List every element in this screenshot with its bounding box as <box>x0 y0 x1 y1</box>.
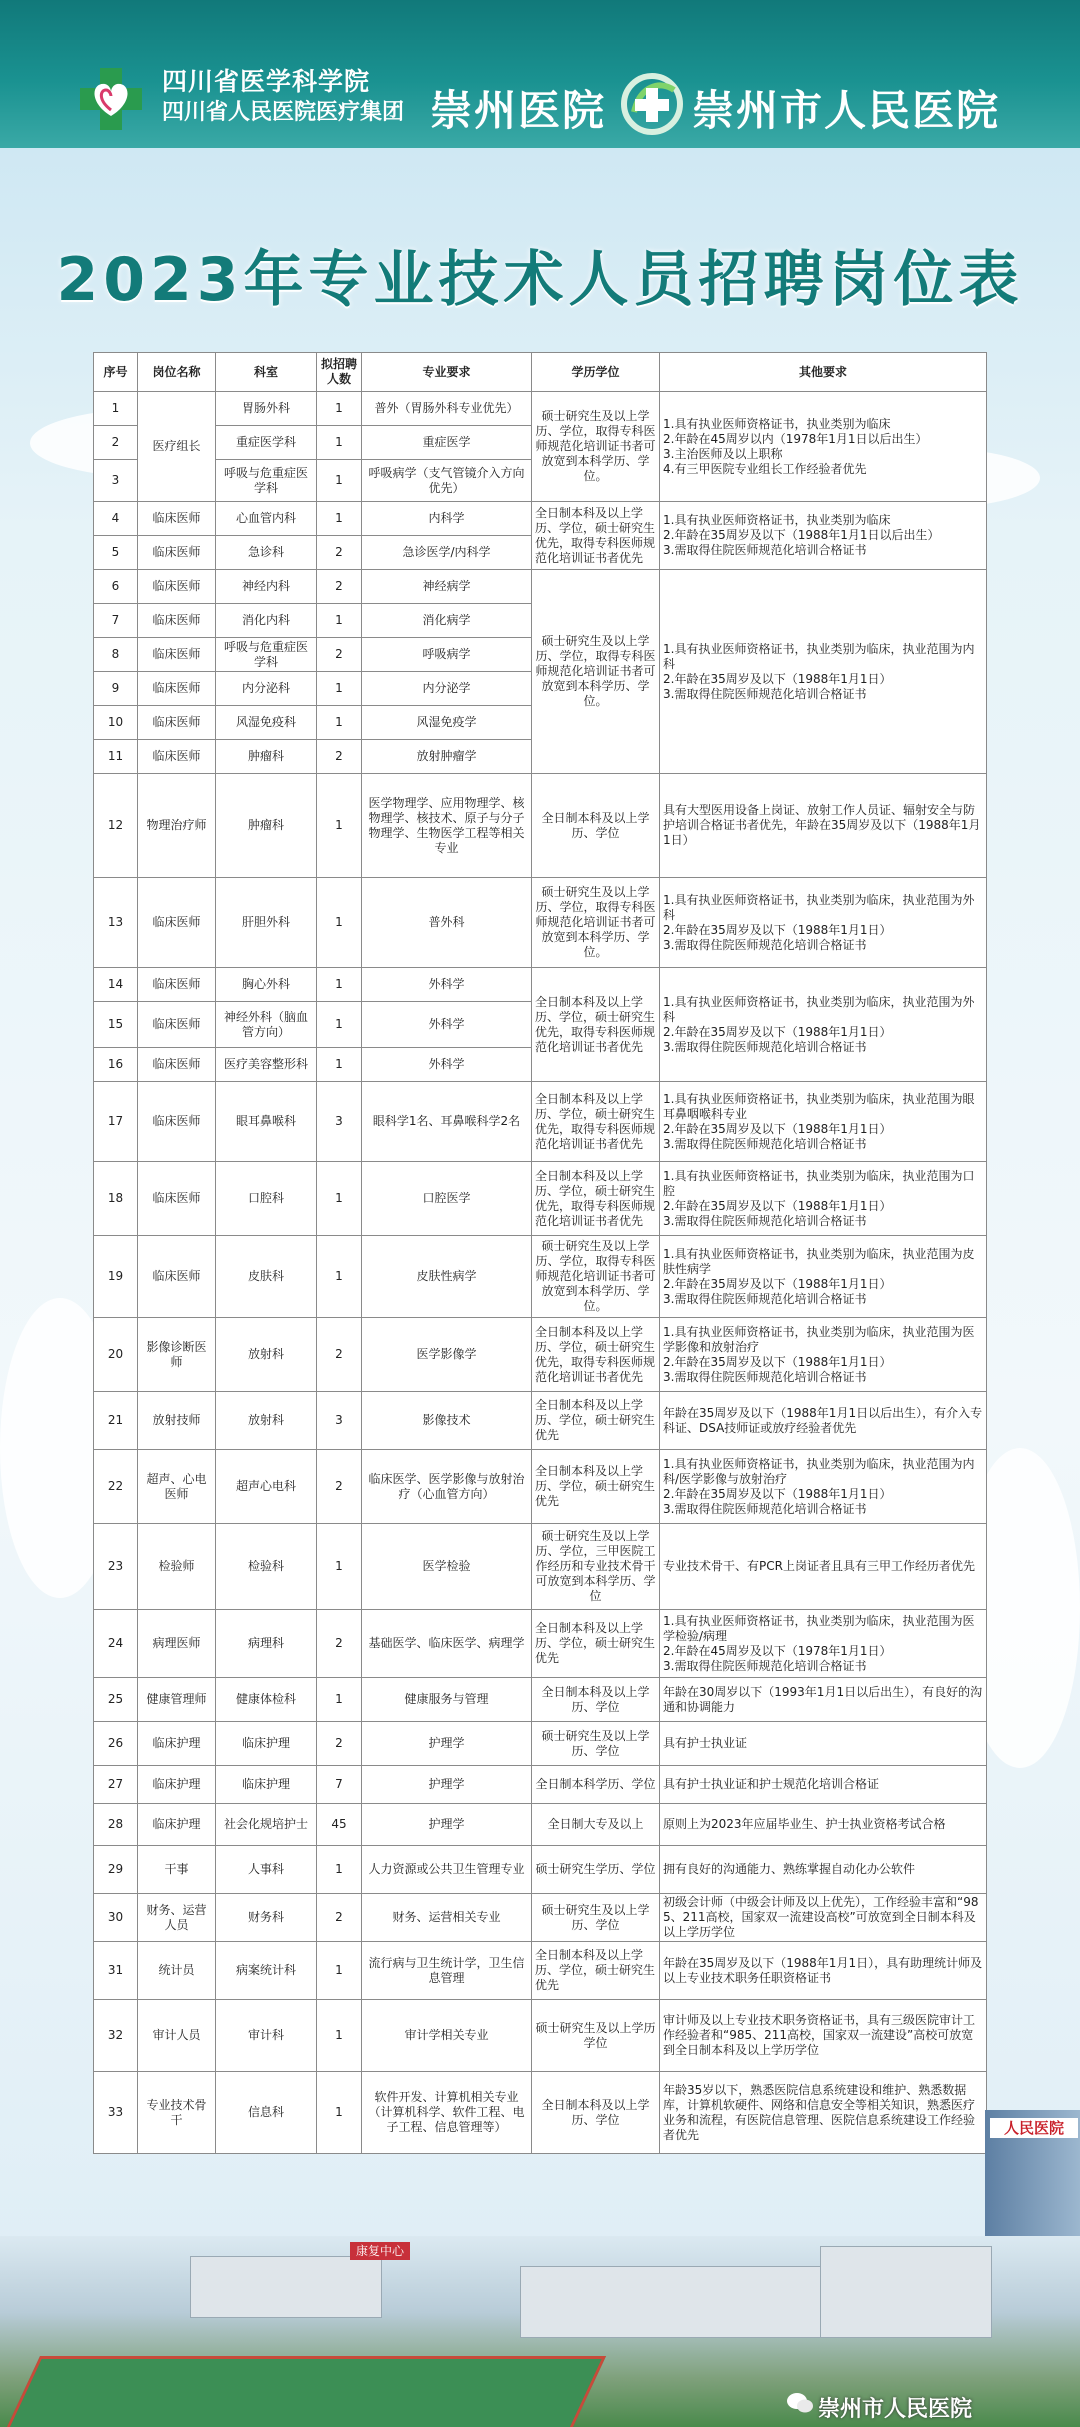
cell-post: 临床医师 <box>138 502 216 536</box>
cell-dept: 健康体检科 <box>216 1678 317 1722</box>
cell-count: 1 <box>317 1048 362 1082</box>
cell-other: 1.具有执业医师资格证书，执业类别为临床，执业范围为医学检验/病理 2.年龄在45周岁及以下（1978年1月1日） 3.需取得住院医师规范化培训合格证书 <box>660 1610 987 1678</box>
cell-major: 内分泌学 <box>362 672 532 706</box>
cell-edu: 全日制本科及以上学历、学位，硕士研究生优先，取得专科医师规范化培训证书者优先 <box>532 1318 660 1392</box>
cell-dept: 神经内科 <box>216 570 317 604</box>
cell-count: 1 <box>317 774 362 878</box>
cell-major: 护理学 <box>362 1722 532 1766</box>
cell-count: 1 <box>317 426 362 460</box>
cell-post: 超声、心电医师 <box>138 1450 216 1524</box>
cell-count: 2 <box>317 638 362 672</box>
cell-major: 神经病学 <box>362 570 532 604</box>
cell-dept: 消化内科 <box>216 604 317 638</box>
cell-count: 1 <box>317 672 362 706</box>
cell-dept: 临床护理 <box>216 1766 317 1804</box>
cell-count: 2 <box>317 1610 362 1678</box>
cell-count: 2 <box>317 740 362 774</box>
table-row <box>94 774 987 878</box>
cell-dept: 胸心外科 <box>216 968 317 1002</box>
table-row <box>94 1610 987 1678</box>
cell-edu: 全日制本科及以上学历、学位 <box>532 774 660 878</box>
cell-other: 具有大型医用设备上岗证、放射工作人员证、辐射安全与防护培训合格证书者优先，年龄在35周岁及以下（1988年1月1日） <box>660 774 987 878</box>
cell-no: 7 <box>94 604 138 638</box>
cell-count: 1 <box>317 1942 362 2000</box>
cell-edu: 硕士研究生及以上学历、学位，取得专科医师规范化培训证书者可放宽到本科学历、学位。 <box>532 570 660 774</box>
cell-dept: 财务科 <box>216 1894 317 1942</box>
cell-edu: 硕士研究生及以上学历、学位 <box>532 1894 660 1942</box>
cell-dept: 检验科 <box>216 1524 317 1610</box>
cell-other: 专业技术骨干、有PCR上岗证者且具有三甲工作经历者优先 <box>660 1524 987 1610</box>
table-row <box>94 502 987 536</box>
institution-line1: 四川省医学科学院 <box>162 67 371 96</box>
cell-other: 1.具有执业医师资格证书，执业类别为临床，执业范围为眼耳鼻咽喉科专业 2.年龄在35周岁及以下（1988年1月1日） 3.需取得住院医师规范化培训合格证书 <box>660 1082 987 1162</box>
academy-logo-icon <box>78 66 144 132</box>
cell-post: 医疗组长 <box>138 392 216 502</box>
hospital-logo-icon <box>620 72 684 136</box>
cell-no: 28 <box>94 1804 138 1846</box>
cell-other: 原则上为2023年应届毕业生、护士执业资格考试合格 <box>660 1804 987 1846</box>
cell-major: 普外（胃肠外科专业优先） <box>362 392 532 426</box>
col-header-other: 其他要求 <box>660 353 987 392</box>
table-row <box>94 1942 987 2000</box>
cell-post: 病理医师 <box>138 1610 216 1678</box>
cell-other: 拥有良好的沟通能力、熟练掌握自动化办公软件 <box>660 1846 987 1894</box>
cell-edu: 全日制本科学历、学位 <box>532 1766 660 1804</box>
tower-sign: 人民医院 <box>990 2118 1078 2138</box>
cell-no: 4 <box>94 502 138 536</box>
table-row <box>94 1766 987 1804</box>
cell-edu: 全日制本科及以上学历、学位，硕士研究生优先，取得专科医师规范化培训证书者优先 <box>532 1082 660 1162</box>
cell-dept: 临床护理 <box>216 1722 317 1766</box>
cell-no: 2 <box>94 426 138 460</box>
cell-dept: 放射科 <box>216 1392 317 1450</box>
cell-major: 消化病学 <box>362 604 532 638</box>
cell-dept: 病理科 <box>216 1610 317 1678</box>
cell-edu: 硕士研究生及以上学历、学位，取得专科医师规范化培训证书者可放宽到本科学历、学位。 <box>532 878 660 968</box>
cell-major: 临床医学、医学影像与放射治疗（心血管方向） <box>362 1450 532 1524</box>
table-row <box>94 1804 987 1846</box>
cell-post: 干事 <box>138 1846 216 1894</box>
table-row <box>94 1524 987 1610</box>
hospital-full-name: 崇州市人民医院 <box>692 86 1001 135</box>
cell-other: 年龄在35周岁及以下（1988年1月1日），具有助理统计师及以上专业技术职务任职资格证书 <box>660 1942 987 2000</box>
cell-count: 45 <box>317 1804 362 1846</box>
cell-other: 年龄35岁以下，熟悉医院信息系统建设和维护、熟悉数据库，计算机软硬件、网络和信息安全等相关知识，熟悉医疗业务和流程，有医院信息管理、医院信息系统建设工作经验者优先 <box>660 2072 987 2154</box>
cell-dept: 社会化规培护士 <box>216 1804 317 1846</box>
cell-no: 24 <box>94 1610 138 1678</box>
cell-major: 人力资源或公共卫生管理专业 <box>362 1846 532 1894</box>
cell-count: 1 <box>317 392 362 426</box>
cell-dept: 胃肠外科 <box>216 392 317 426</box>
cell-count: 2 <box>317 1722 362 1766</box>
hospital-short-name: 崇州医院 <box>430 86 607 135</box>
cell-count: 2 <box>317 1894 362 1942</box>
cell-no: 21 <box>94 1392 138 1450</box>
cell-post: 临床医师 <box>138 968 216 1002</box>
cell-other: 1.具有执业医师资格证书，执业类别为临床 2.年龄在45周岁以内（1978年1月1日以后出生） 3.主治医师及以上职称 4.有三甲医院专业组长工作经验者优先 <box>660 392 987 502</box>
cell-dept: 呼吸与危重症医学科 <box>216 638 317 672</box>
cell-count: 2 <box>317 1450 362 1524</box>
table-row <box>94 1678 987 1722</box>
cell-other: 1.具有执业医师资格证书，执业类别为临床，执业范围为外科 2.年龄在35周岁及以下（1988年1月1日） 3.需取得住院医师规范化培训合格证书 <box>660 968 987 1082</box>
cell-edu: 硕士研究生及以上学历、学位，三甲医院工作经历和专业技术骨干可放宽到本科学历、学位 <box>532 1524 660 1610</box>
cell-count: 1 <box>317 968 362 1002</box>
cell-major: 医学检验 <box>362 1524 532 1610</box>
cell-edu: 硕士研究生及以上学历、学位，取得专科医师规范化培训证书者可放宽到本科学历、学位。 <box>532 1236 660 1318</box>
recruitment-table <box>93 352 986 2154</box>
cell-major: 内科学 <box>362 502 532 536</box>
cell-major: 口腔医学 <box>362 1162 532 1236</box>
cell-major: 医学影像学 <box>362 1318 532 1392</box>
cell-post: 临床医师 <box>138 1236 216 1318</box>
cell-dept: 肝胆外科 <box>216 878 317 968</box>
cell-major: 放射肿瘤学 <box>362 740 532 774</box>
cell-no: 9 <box>94 672 138 706</box>
col-header-dept: 科室 <box>216 353 317 392</box>
cell-post: 专业技术骨干 <box>138 2072 216 2154</box>
cell-no: 18 <box>94 1162 138 1236</box>
cell-post: 临床医师 <box>138 706 216 740</box>
cell-dept: 放射科 <box>216 1318 317 1392</box>
cell-no: 19 <box>94 1236 138 1318</box>
cell-count: 1 <box>317 1678 362 1722</box>
table-row <box>94 1082 987 1162</box>
table-row <box>94 1894 987 1942</box>
table-row <box>94 1236 987 1318</box>
table-row <box>94 878 987 968</box>
cell-major: 外科学 <box>362 1002 532 1048</box>
cell-major: 护理学 <box>362 1766 532 1804</box>
cell-count: 1 <box>317 1524 362 1610</box>
cell-major: 呼吸病学（支气管镜介入方向优先） <box>362 460 532 502</box>
col-header-major: 专业要求 <box>362 353 532 392</box>
cell-no: 12 <box>94 774 138 878</box>
cell-count: 1 <box>317 878 362 968</box>
cell-major: 健康服务与管理 <box>362 1678 532 1722</box>
cell-dept: 急诊科 <box>216 536 317 570</box>
cell-no: 29 <box>94 1846 138 1894</box>
cell-no: 11 <box>94 740 138 774</box>
institution-name <box>162 66 404 128</box>
cell-count: 1 <box>317 2000 362 2072</box>
cell-count: 2 <box>317 536 362 570</box>
cell-major: 外科学 <box>362 1048 532 1082</box>
cell-other: 年龄在30周岁以下（1993年1月1日以后出生），有良好的沟通和协调能力 <box>660 1678 987 1722</box>
cell-count: 2 <box>317 570 362 604</box>
cell-count: 7 <box>317 1766 362 1804</box>
cell-dept: 超声心电科 <box>216 1450 317 1524</box>
cell-post: 统计员 <box>138 1942 216 2000</box>
cell-edu: 全日制本科及以上学历、学位，硕士研究生优先 <box>532 1450 660 1524</box>
cell-no: 30 <box>94 1894 138 1942</box>
cell-no: 5 <box>94 536 138 570</box>
cell-major: 普外科 <box>362 878 532 968</box>
cell-no: 3 <box>94 460 138 502</box>
cell-count: 1 <box>317 1236 362 1318</box>
cell-post: 临床护理 <box>138 1804 216 1846</box>
cell-no: 14 <box>94 968 138 1002</box>
cell-no: 17 <box>94 1082 138 1162</box>
cell-major: 重症医学 <box>362 426 532 460</box>
cell-major: 财务、运营相关专业 <box>362 1894 532 1942</box>
cell-no: 33 <box>94 2072 138 2154</box>
cell-dept: 眼耳鼻喉科 <box>216 1082 317 1162</box>
cell-other: 1.具有执业医师资格证书，执业类别为临床，执业范围为内科 2.年龄在35周岁及以下（1988年1月1日） 3.需取得住院医师规范化培训合格证书 <box>660 570 987 774</box>
col-header-edu: 学历学位 <box>532 353 660 392</box>
cell-other: 年龄在35周岁及以下（1988年1月1日以后出生），有介入专科证、DSA技师证或放疗经验者优先 <box>660 1392 987 1450</box>
page-title: 2023年专业技术人员招聘岗位表 <box>56 245 1024 315</box>
building-left <box>190 2256 382 2318</box>
cell-post: 放射技师 <box>138 1392 216 1450</box>
cell-dept: 心血管内科 <box>216 502 317 536</box>
cell-count: 1 <box>317 1162 362 1236</box>
col-header-post: 岗位名称 <box>138 353 216 392</box>
cell-no: 13 <box>94 878 138 968</box>
cell-edu: 全日制本科及以上学历、学位，硕士研究生优先 <box>532 1392 660 1450</box>
cell-edu: 硕士研究生及以上学历学位 <box>532 2000 660 2072</box>
cell-major: 基础医学、临床医学、病理学 <box>362 1610 532 1678</box>
table-row <box>94 1392 987 1450</box>
cell-count: 1 <box>317 2072 362 2154</box>
cell-no: 27 <box>94 1766 138 1804</box>
cell-edu: 全日制本科及以上学历、学位，硕士研究生优先，取得专科医师规范化培训证书者优先 <box>532 968 660 1082</box>
cell-major: 影像技术 <box>362 1392 532 1450</box>
table-row <box>94 1846 987 1894</box>
cell-dept: 皮肤科 <box>216 1236 317 1318</box>
cell-post: 临床医师 <box>138 1048 216 1082</box>
cell-post: 临床医师 <box>138 604 216 638</box>
cell-post: 临床医师 <box>138 878 216 968</box>
cell-no: 1 <box>94 392 138 426</box>
table-row <box>94 1318 987 1392</box>
cell-dept: 风湿免疫科 <box>216 706 317 740</box>
cell-count: 1 <box>317 706 362 740</box>
cell-no: 23 <box>94 1524 138 1610</box>
building-center <box>520 2266 822 2338</box>
table-row <box>94 968 987 1002</box>
cell-post: 临床医师 <box>138 536 216 570</box>
table-row <box>94 1450 987 1524</box>
cell-dept: 信息科 <box>216 2072 317 2154</box>
col-header-no: 序号 <box>94 353 138 392</box>
cell-other: 1.具有执业医师资格证书，执业类别为临床 2.年龄在35周岁及以下（1988年1月1日以后出生） 3.需取得住院医师规范化培训合格证书 <box>660 502 987 570</box>
cell-count: 2 <box>317 1318 362 1392</box>
cell-no: 20 <box>94 1318 138 1392</box>
cell-edu: 全日制大专及以上 <box>532 1804 660 1846</box>
cell-no: 25 <box>94 1678 138 1722</box>
cell-major: 风湿免疫学 <box>362 706 532 740</box>
cell-dept: 医疗美容整形科 <box>216 1048 317 1082</box>
cell-post: 临床护理 <box>138 1766 216 1804</box>
cell-post: 临床医师 <box>138 570 216 604</box>
cell-other: 1.具有执业医师资格证书，执业类别为临床，执业范围为医学影像和放射治疗 2.年龄在35周岁及以下（1988年1月1日） 3.需取得住院医师规范化培训合格证书 <box>660 1318 987 1392</box>
cell-dept: 重症医学科 <box>216 426 317 460</box>
cell-edu: 全日制本科及以上学历、学位 <box>532 2072 660 2154</box>
cell-dept: 肿瘤科 <box>216 774 317 878</box>
cell-post: 审计人员 <box>138 2000 216 2072</box>
table-row <box>94 2000 987 2072</box>
institution-line2: 四川省人民医院医疗集团 <box>162 100 405 125</box>
cell-major: 急诊医学/内科学 <box>362 536 532 570</box>
cell-post: 物理治疗师 <box>138 774 216 878</box>
cell-other: 初级会计师（中级会计师及以上优先），工作经验丰富和“985、211高校，国家双一流建设高校”可放宽到全日制本科及以上学历学位 <box>660 1894 987 1942</box>
cell-dept: 人事科 <box>216 1846 317 1894</box>
cell-edu: 全日制本科及以上学历、学位，硕士研究生优先，取得专科医师规范化培训证书者优先 <box>532 1162 660 1236</box>
cell-other: 1.具有执业医师资格证书，执业类别为临床，执业范围为口腔 2.年龄在35周岁及以下（1988年1月1日） 3.需取得住院医师规范化培训合格证书 <box>660 1162 987 1236</box>
sports-field <box>0 2356 606 2427</box>
cell-count: 1 <box>317 1002 362 1048</box>
cell-major: 流行病与卫生统计学，卫生信息管理 <box>362 1942 532 2000</box>
cell-dept: 口腔科 <box>216 1162 317 1236</box>
cell-post: 财务、运营人员 <box>138 1894 216 1942</box>
cell-post: 临床医师 <box>138 1002 216 1048</box>
cell-no: 16 <box>94 1048 138 1082</box>
cell-count: 1 <box>317 1846 362 1894</box>
cell-major: 审计学相关专业 <box>362 2000 532 2072</box>
cell-post: 临床医师 <box>138 1162 216 1236</box>
table-header-row <box>94 353 987 392</box>
cell-dept: 呼吸与危重症医学科 <box>216 460 317 502</box>
cell-no: 31 <box>94 1942 138 2000</box>
cell-count: 1 <box>317 460 362 502</box>
cell-major: 眼科学1名、耳鼻喉科学2名 <box>362 1082 532 1162</box>
building-right <box>820 2246 992 2338</box>
cell-major: 呼吸病学 <box>362 638 532 672</box>
cell-post: 临床医师 <box>138 638 216 672</box>
cell-post: 检验师 <box>138 1524 216 1610</box>
cell-major: 外科学 <box>362 968 532 1002</box>
cell-other: 具有护士执业证 <box>660 1722 987 1766</box>
cell-count: 1 <box>317 502 362 536</box>
watermark: 崇州市人民医院 <box>818 2397 973 2422</box>
cell-no: 26 <box>94 1722 138 1766</box>
cell-major: 医学物理学、应用物理学、核物理学、核技术、原子与分子物理学、生物医学工程等相关专业 <box>362 774 532 878</box>
table-row <box>94 392 987 426</box>
cell-post: 临床医师 <box>138 740 216 774</box>
wechat-icon <box>786 2392 814 2414</box>
cell-count: 1 <box>317 604 362 638</box>
cell-no: 10 <box>94 706 138 740</box>
cell-no: 32 <box>94 2000 138 2072</box>
table-row <box>94 1162 987 1236</box>
cell-edu: 硕士研究生及以上学历、学位，取得专科医师规范化培训证书者可放宽到本科学历、学位。 <box>532 392 660 502</box>
cell-other: 具有护士执业证和护士规范化培训合格证 <box>660 1766 987 1804</box>
cell-post: 临床医师 <box>138 1082 216 1162</box>
table-row <box>94 2072 987 2154</box>
cell-major: 护理学 <box>362 1804 532 1846</box>
cell-edu: 全日制本科及以上学历、学位，硕士研究生优先 <box>532 1610 660 1678</box>
table-row <box>94 570 987 604</box>
cell-no: 6 <box>94 570 138 604</box>
cell-post: 健康管理师 <box>138 1678 216 1722</box>
cell-other: 1.具有执业医师资格证书，执业类别为临床，执业范围为皮肤性病学 2.年龄在35周岁及以下（1988年1月1日） 3.需取得住院医师规范化培训合格证书 <box>660 1236 987 1318</box>
cell-post: 影像诊断医师 <box>138 1318 216 1392</box>
cell-no: 15 <box>94 1002 138 1048</box>
cell-post: 临床医师 <box>138 672 216 706</box>
building-sign: 康复中心 <box>350 2242 410 2260</box>
cell-other: 1.具有执业医师资格证书，执业类别为临床，执业范围为外科 2.年龄在35周岁及以下（1988年1月1日） 3.需取得住院医师规范化培训合格证书 <box>660 878 987 968</box>
col-header-count: 拟招聘人数 <box>317 353 362 392</box>
cell-no: 8 <box>94 638 138 672</box>
cell-no: 22 <box>94 1450 138 1524</box>
cell-major: 皮肤性病学 <box>362 1236 532 1318</box>
cell-count: 3 <box>317 1392 362 1450</box>
cell-dept: 肿瘤科 <box>216 740 317 774</box>
cell-edu: 硕士研究生学历、学位 <box>532 1846 660 1894</box>
cell-post: 临床护理 <box>138 1722 216 1766</box>
cell-other: 审计师及以上专业技术职务资格证书，具有三级医院审计工作经验者和“985、211高校，国家双一流建设”高校可放宽到全日制本科及以上学历学位 <box>660 2000 987 2072</box>
cell-edu: 硕士研究生及以上学历、学位 <box>532 1722 660 1766</box>
table-row <box>94 1722 987 1766</box>
cell-major: 软件开发、计算机相关专业（计算机科学、软件工程、电子工程、信息管理等） <box>362 2072 532 2154</box>
cell-edu: 全日制本科及以上学历、学位，硕士研究生优先 <box>532 1942 660 2000</box>
cell-edu: 全日制本科及以上学历、学位 <box>532 1678 660 1722</box>
cell-other: 1.具有执业医师资格证书，执业类别为临床，执业范围为内科/医学影像与放射治疗 2.年龄在35周岁及以下（1988年1月1日） 3.需取得住院医师规范化培训合格证书 <box>660 1450 987 1524</box>
cell-dept: 神经外科（脑血管方向） <box>216 1002 317 1048</box>
cell-dept: 审计科 <box>216 2000 317 2072</box>
header-banner <box>0 0 1080 148</box>
cell-count: 3 <box>317 1082 362 1162</box>
cell-dept: 病案统计科 <box>216 1942 317 2000</box>
cell-dept: 内分泌科 <box>216 672 317 706</box>
cell-edu: 全日制本科及以上学历、学位，硕士研究生优先，取得专科医师规范化培训证书者优先 <box>532 502 660 570</box>
